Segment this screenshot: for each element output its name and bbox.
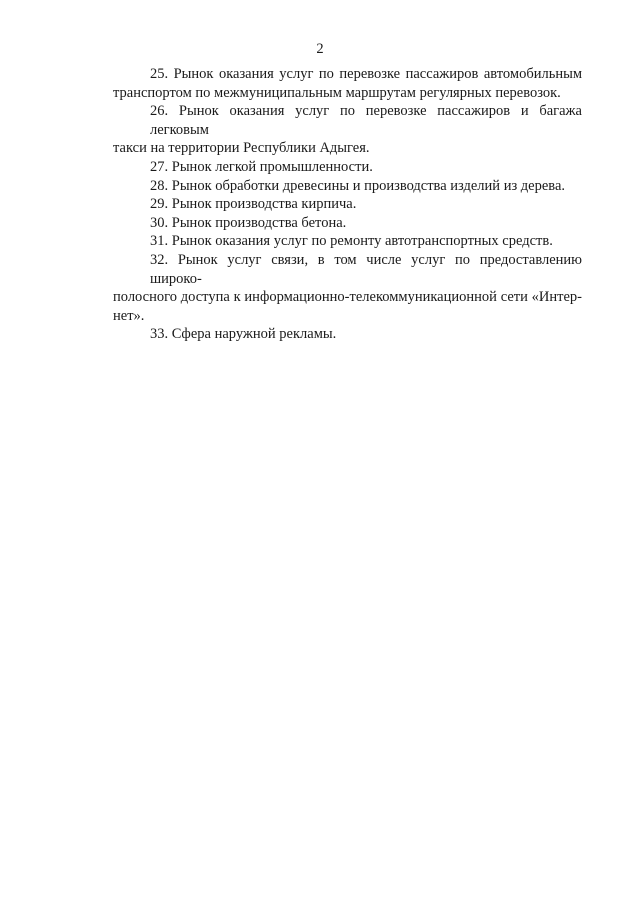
list-item — [113, 214, 582, 233]
list-item — [113, 325, 582, 344]
list-item — [113, 195, 582, 214]
list-item-line: 29. Рынок производства кирпича. — [150, 196, 357, 213]
list-item-line: 25. Рынок оказания услуг по перевозке пассажиров автомобильным — [150, 66, 582, 82]
list-item-line: 32. Рынок услуг связи, в том числе услуг по предоставлению широко- — [150, 251, 582, 287]
list-item — [113, 158, 582, 177]
document-body — [113, 65, 582, 344]
list-item — [113, 102, 582, 158]
page-number: 2 — [316, 41, 324, 57]
list-item-line: полосного доступа к информационно-телекоммуникационной сети «Интер- — [113, 289, 582, 306]
list-item — [113, 251, 582, 325]
list-item-line: 26. Рынок оказания услуг по перевозке пассажиров и багажа легковым — [150, 103, 582, 138]
list-item-line: 30. Рынок производства бетона. — [150, 214, 347, 231]
list-item-line: 33. Сфера наружной рекламы. — [150, 326, 337, 343]
list-item — [113, 177, 582, 196]
list-item — [113, 65, 582, 102]
list-item-line: нет». — [113, 307, 145, 324]
list-item-line: такси на территории Республики Адыгея. — [113, 140, 370, 157]
list-item-line: 28. Рынок обработки древесины и производства изделий из дерева. — [150, 177, 566, 194]
list-item-line: транспортом по межмуниципальным маршрутам регулярных перевозок. — [113, 84, 561, 101]
list-item-line: 31. Рынок оказания услуг по ремонту автотранспортных средств. — [150, 233, 553, 250]
list-item — [113, 232, 582, 251]
list-item-line: 27. Рынок легкой промышленности. — [150, 158, 373, 175]
